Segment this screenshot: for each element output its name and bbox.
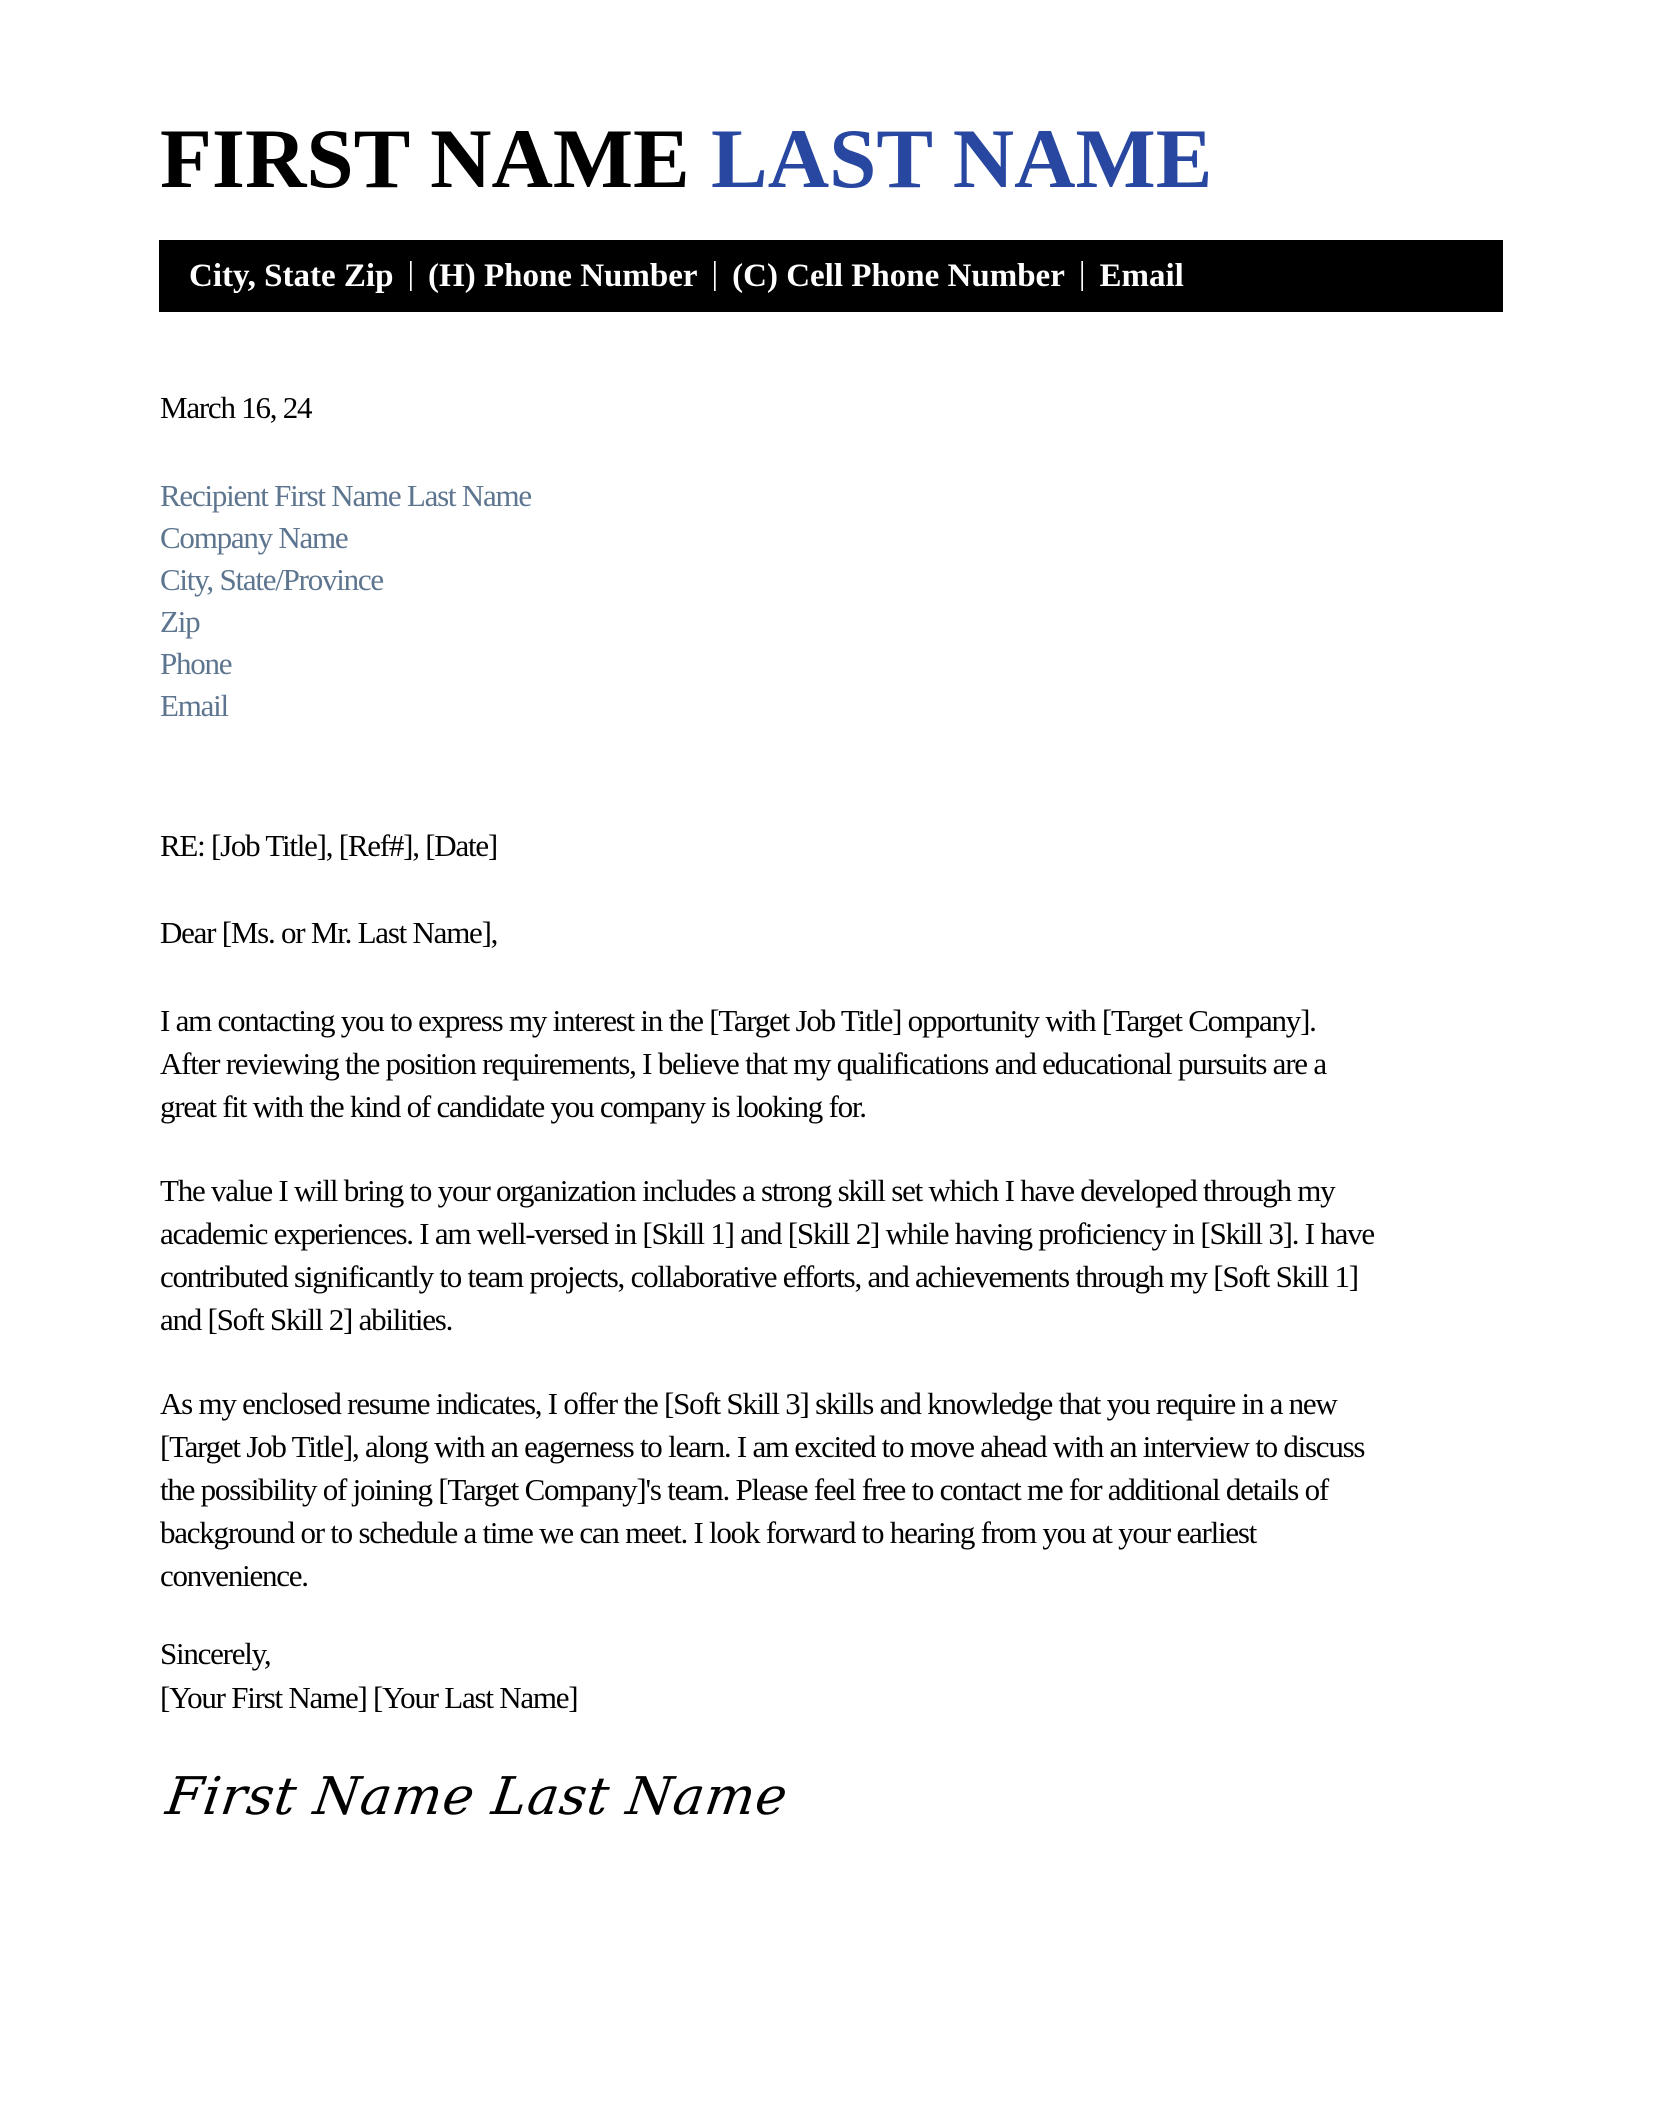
paragraph-line: great fit with the kind of candidate you company is looking for.: [160, 1089, 866, 1124]
paragraph-line: contributed significantly to team projects, collaborative efforts, and achievements through my [Soft Skill 1]: [160, 1259, 1358, 1294]
recipient-company-line: Company Name: [160, 520, 348, 555]
body-paragraph-1: [160, 999, 1326, 1128]
contact-cell-phone: (C) Cell Phone Number: [732, 257, 1065, 294]
recipient-email-line: Email: [160, 688, 228, 723]
paragraph-line: academic experiences. I am well-versed in [Skill 1] and [Skill 2] while having proficiency in [Skill 3]. I have: [160, 1216, 1374, 1251]
paragraph-line: As my enclosed resume indicates, I offer the [Soft Skill 3] skills and knowledge that you require in a new: [160, 1386, 1337, 1421]
first-name-text: FIRST NAME: [160, 112, 690, 206]
paragraph-line: The value I will bring to your organization includes a strong skill set which I have developed through my: [160, 1173, 1335, 1208]
paragraph-line: [Target Job Title], along with an eagerness to learn. I am excited to move ahead with an interview to discuss: [160, 1429, 1365, 1464]
paragraph-line: After reviewing the position requirements, I believe that my qualifications and educational pursuits are a: [160, 1046, 1326, 1081]
contact-home-phone: (H) Phone Number: [428, 257, 698, 294]
contact-email: Email: [1099, 257, 1184, 294]
separator: |: [1078, 255, 1086, 292]
recipient-phone-line: Phone: [160, 646, 232, 681]
contact-info-bar: [159, 240, 1503, 312]
subject-line: RE: [Job Title], [Ref#], [Date]: [160, 828, 497, 863]
body-paragraph-2: [160, 1169, 1374, 1341]
date-line: March 16, 24: [160, 390, 312, 425]
contact-city-state-zip: City, State Zip: [189, 257, 394, 294]
body-paragraph-3: [160, 1382, 1364, 1597]
page-title: [160, 112, 1213, 206]
salutation-line: Dear [Ms. or Mr. Last Name],: [160, 915, 498, 950]
paragraph-line: background or to schedule a time we can meet. I look forward to hearing from you at your earliest: [160, 1515, 1257, 1550]
recipient-name-line: Recipient First Name Last Name: [160, 478, 531, 513]
last-name-text: LAST NAME: [711, 112, 1213, 206]
handwritten-signature: First Name Last Name: [162, 1767, 792, 1827]
separator: |: [711, 255, 719, 292]
paragraph-line: the possibility of joining [Target Company]'s team. Please feel free to contact me for additional details of: [160, 1472, 1328, 1507]
typed-signature-line: [Your First Name] [Your Last Name]: [160, 1680, 578, 1715]
paragraph-line: convenience.: [160, 1558, 308, 1593]
separator: |: [407, 255, 415, 292]
closing-block: [160, 1632, 577, 1720]
closing-line: Sincerely,: [160, 1636, 271, 1671]
recipient-city-line: City, State/Province: [160, 562, 383, 597]
paragraph-line: I am contacting you to express my interest in the [Target Job Title] opportunity with [Target Company].: [160, 1003, 1316, 1038]
name-space: [690, 112, 711, 206]
recipient-zip-line: Zip: [160, 604, 200, 639]
recipient-block: [160, 475, 531, 727]
paragraph-line: and [Soft Skill 2] abilities.: [160, 1302, 453, 1337]
